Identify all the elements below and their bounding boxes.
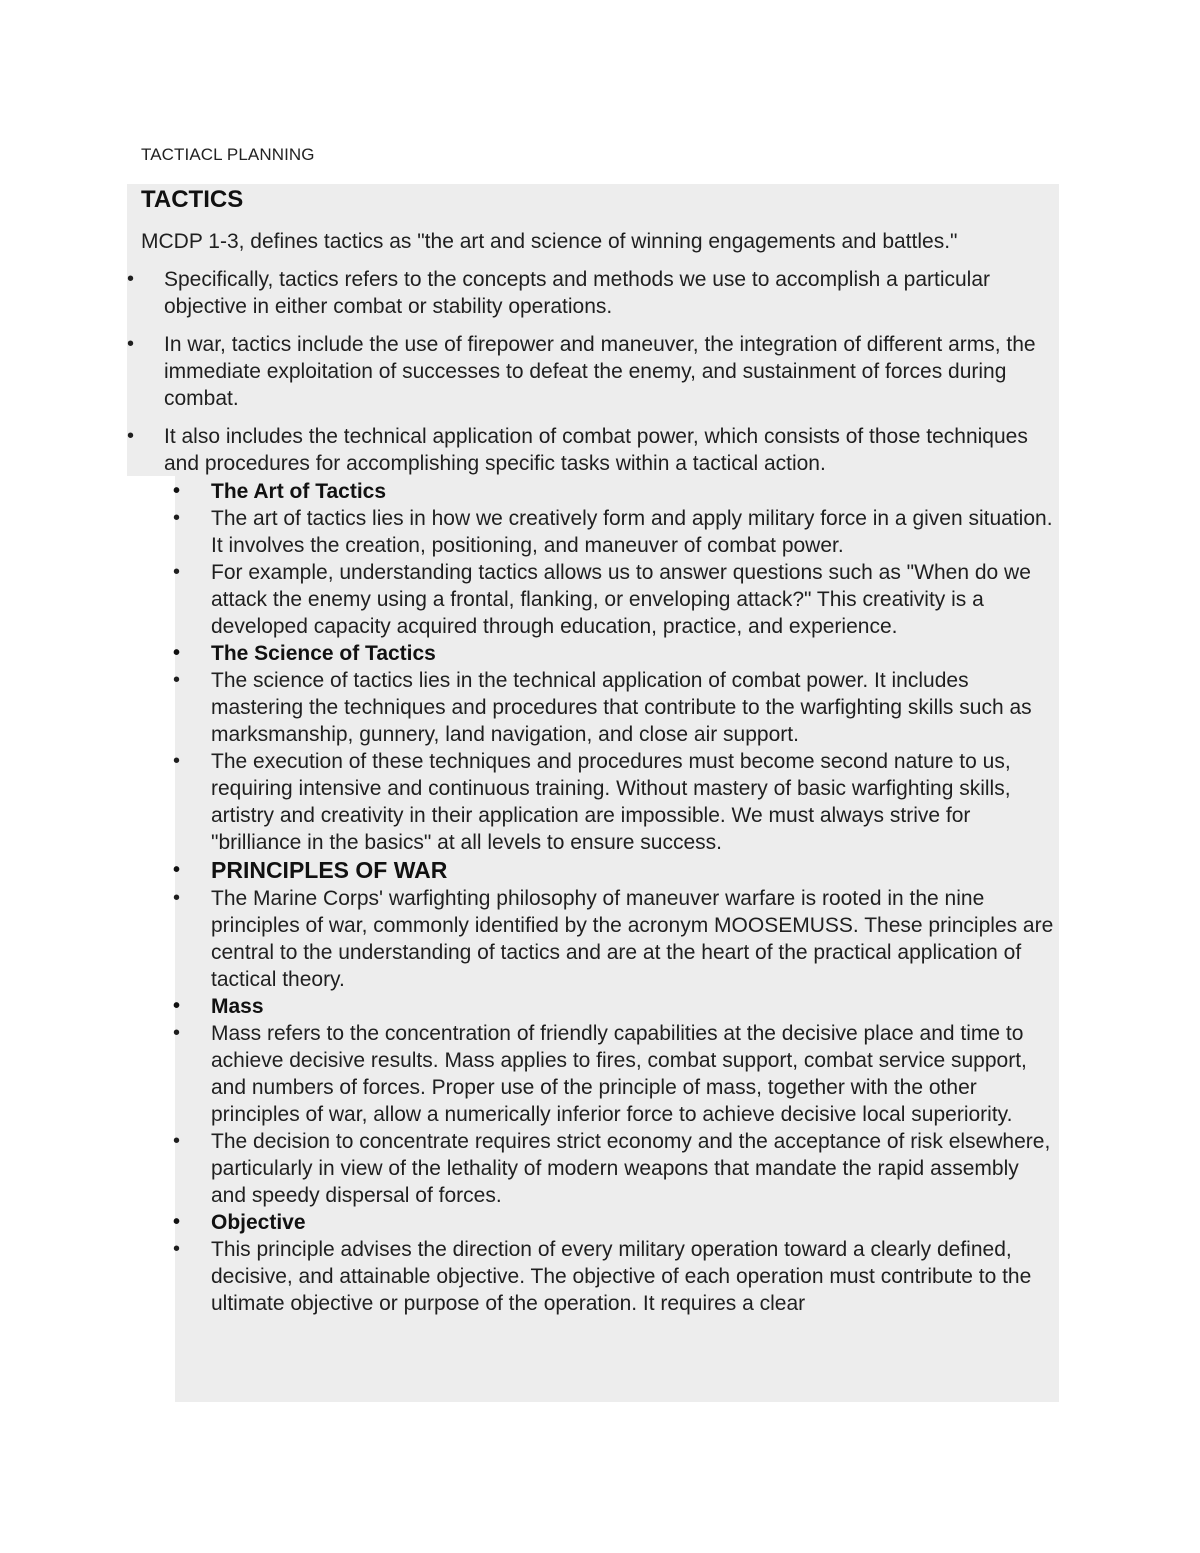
bullet-icon: • — [173, 480, 181, 502]
top-bullet-list — [127, 266, 1057, 488]
list-item — [173, 993, 1057, 1020]
bullet-icon: • — [173, 750, 181, 772]
list-item — [173, 667, 1057, 748]
list-item — [173, 885, 1057, 993]
sub-bullet-list — [173, 478, 1057, 1317]
list-item — [173, 856, 1057, 885]
document-title: TACTIACL PLANNING — [141, 145, 315, 164]
bullet-icon: • — [173, 507, 181, 529]
section-heading-tactics: TACTICS — [141, 186, 244, 213]
list-item — [173, 1209, 1057, 1236]
list-item-text: In war, tactics include the use of firepower and maneuver, the integration of different arms, the immediate exploitation of successes to defeat the enemy, and sustainment of forces during combat. — [164, 333, 1036, 410]
list-item — [173, 640, 1057, 667]
bullet-icon: • — [127, 425, 135, 447]
list-item — [173, 1020, 1057, 1128]
list-item-text: The art of tactics lies in how we creatively form and apply military force in a given situation. It involves the creation, positioning, and maneuver of combat power. — [211, 507, 1053, 557]
list-item-text: The Marine Corps' warfighting philosophy of maneuver warfare is rooted in the nine principles of war, commonly identified by the acronym MOOSEMUSS. These principles are central to the understanding of tactics and are at the heart of the practical application of tactical theory. — [211, 887, 1054, 991]
bullet-icon: • — [173, 1022, 181, 1044]
list-item — [173, 1128, 1057, 1209]
list-item — [173, 478, 1057, 505]
bullet-icon: • — [173, 1130, 181, 1152]
bullet-icon: • — [173, 859, 181, 881]
list-item-text: Objective — [211, 1211, 306, 1234]
bullet-icon: • — [173, 642, 181, 664]
list-item-text: The Science of Tactics — [211, 642, 436, 665]
bullet-icon: • — [173, 995, 181, 1017]
list-item — [127, 331, 1057, 412]
list-item-text: For example, understanding tactics allows us to answer questions such as "When do we attack the enemy using a frontal, flanking, or enveloping attack?" This creativity is a developed capacity acquired through education, practice, and experience. — [211, 561, 1031, 638]
list-item-text: Mass — [211, 995, 264, 1018]
bullet-icon: • — [127, 268, 135, 290]
list-item-text: PRINCIPLES OF WAR — [211, 857, 448, 883]
bullet-icon: • — [127, 333, 135, 355]
list-item-text: The decision to concentrate requires strict economy and the acceptance of risk elsewhere, particularly in view of the lethality of modern weapons that mandate the rapid assembly and speedy dispersal of forces. — [211, 1130, 1051, 1207]
bullet-icon: • — [173, 669, 181, 691]
list-item — [127, 423, 1057, 477]
list-item — [173, 748, 1057, 856]
bullet-icon: • — [173, 887, 181, 909]
list-item — [173, 505, 1057, 559]
list-item-text: The execution of these techniques and procedures must become second nature to us, requiring intensive and continuous training. Without mastery of basic warfighting skills, artistry and creativity in their application are impossible. We must always strive for "brilliance in the basics" at all levels to ensure success. — [211, 750, 1011, 854]
bullet-icon: • — [173, 561, 181, 583]
list-item — [127, 266, 1057, 320]
list-item-text: The Art of Tactics — [211, 480, 387, 503]
list-item — [173, 559, 1057, 640]
list-item-text: It also includes the technical application of combat power, which consists of those techniques and procedures for accomplishing specific tasks within a tactical action. — [164, 425, 1028, 475]
bullet-icon: • — [173, 1238, 181, 1260]
list-item-text: Specifically, tactics refers to the concepts and methods we use to accomplish a particular objective in either combat or stability operations. — [164, 268, 991, 318]
list-item-text: Mass refers to the concentration of friendly capabilities at the decisive place and time to achieve decisive results. Mass applies to fires, combat support, combat service support, and numbers of forces. Proper use of the principle of mass, together with the other principles of war, allow a numerically inferior force to achieve decisive local superiority. — [211, 1022, 1027, 1126]
intro-definition: MCDP 1-3, defines tactics as "the art and science of winning engagements and battles." — [141, 230, 958, 253]
list-item-text: This principle advises the direction of every military operation toward a clearly defined, decisive, and attainable objective. The objective of each operation must contribute to the ultimate objective or purpose of the operation. It requires a clear — [211, 1238, 1032, 1315]
bullet-icon: • — [173, 1211, 181, 1233]
list-item — [173, 1236, 1057, 1317]
list-item-text: The science of tactics lies in the technical application of combat power. It includes mastering the techniques and procedures that contribute to the warfighting skills such as marksmanship, gunnery, land navigation, and close air support. — [211, 669, 1032, 746]
